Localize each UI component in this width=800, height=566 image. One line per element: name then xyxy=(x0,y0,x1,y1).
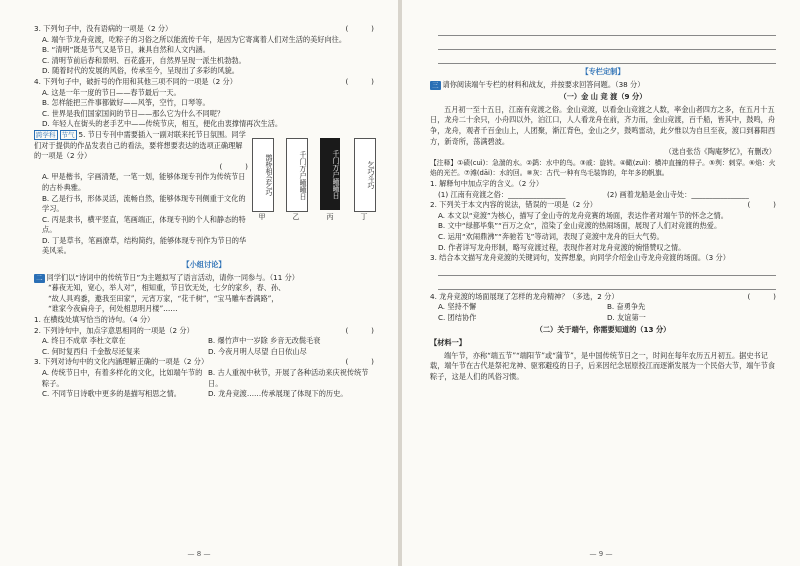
r-q4-options-cd xyxy=(430,313,776,324)
section-column: 【专栏定制】 xyxy=(581,67,625,76)
q3-option-b: B. “清明”既是节气又是节日，兼具自然和人文内涵。 xyxy=(42,45,210,55)
q3-stem-row xyxy=(34,24,374,35)
q4-stem: 4. 下列句子中，破折号的作用和其他三项不同的一项是（2 分） xyxy=(34,76,237,86)
q6-sub3-options-cd xyxy=(34,389,374,400)
q3-option-d: D. 随着时代的发展的风俗，传承至今，呈现出了多彩的风貌。 xyxy=(42,66,239,76)
q6-sub3-paren[interactable]: ( ) xyxy=(345,357,374,367)
q6-sub2-options-cd xyxy=(34,347,374,358)
r-q2-option-a: A. 本文以“竞渡”为核心，描写了金山寺的龙舟竞赛的场面，表达作者对端午节的怀念之情。 xyxy=(438,210,728,220)
q5-option-a: A. 甲是楷书，字画清楚，一笔一划，能够体现专刊作为传统节日的古朴典雅。 xyxy=(42,172,246,192)
q6-sub3: 3. 下列对诗句中的文化内涵理解正确的一项是（2 分） xyxy=(34,357,209,367)
r-q4-options-ab xyxy=(430,302,776,313)
q6-sub2-option-b: B. 爆竹声中一岁除 乡音无改鬓毛衰 xyxy=(208,336,321,346)
q6-badge: 二 xyxy=(36,273,43,282)
q6-sub3-row xyxy=(34,357,374,368)
right-page-number: — 9 — xyxy=(589,550,613,558)
r-q4-option-a: A. 坚持不懈 xyxy=(438,302,477,312)
q6-sub3-options-ab xyxy=(34,368,374,389)
calligraphy-samples xyxy=(252,138,380,220)
r-q2-option-b: B. 文中“绿都毕集”“百万之众”，渲染了金山竞渡的热闹场面，展现了人们对竞渡的热爱。 xyxy=(438,221,722,231)
left-page-number: — 8 — xyxy=(187,550,211,558)
r-q2-row xyxy=(430,200,776,211)
material-one-label: 【材料一】 xyxy=(430,338,466,348)
q5-option-b: B. 乙是行书，形体灵活，流畅自然，能够体现专刊侧重于文化的学习。 xyxy=(42,193,246,214)
q6-sub3-option-b: B. 古人重视中秋节，开展了各种活动来庆祝传统节日。 xyxy=(208,368,369,388)
q5-stem: 5. 节日专刊中需要插入一副对联来托节日氛围。同学们对于提供的作品发表自己的看法，要将想要表达的选项正确理解的一项是（2 分） xyxy=(34,129,246,161)
q6-sub2-option-c: C. 何时复西归 千金散尽还复来 xyxy=(42,346,141,356)
part2-title: （二）关于端午，你需要知道的（13 分） xyxy=(535,325,671,335)
label-bing: 丙 xyxy=(326,213,334,221)
q6-sub3-option-d: D. 龙舟竞渡……传承展现了体现下的历史。 xyxy=(208,389,348,399)
calligraphy-yi: 千门万户曈曈日 xyxy=(286,138,308,212)
passage-notes: 【注释】①碛(cuì)：急湍的水。②鹢：水中的鸟。③戚：旋转。④瞰(zuì)：横冲直撞的样子。⑤刿：刺穿。⑥焰：火焰的光芒。⑦滩(dāi)：水的回。⑧灰：古代一种有鸟毛装饰的，年年多的帆旗。 xyxy=(430,158,776,178)
answer-line-3[interactable] xyxy=(438,52,776,64)
r-q2: 2. 下列关于本文内容的说法，错误的一项是（2 分） xyxy=(430,200,597,210)
q5-answer-paren[interactable]: ( ) xyxy=(219,161,248,171)
q6-sub3-option-c: C. 不同节日诗歌中更多的是描写相思之情。 xyxy=(42,389,181,399)
r-q3: 3. 结合本文描写龙舟竞渡的关键词句，发挥想象，向同学介绍金山寺龙舟竞渡的场面。（3 分） xyxy=(430,253,730,263)
q6-sub1: 1. 在横线处填写恰当的诗句。（4 分） xyxy=(34,315,155,325)
r-q4-option-c: C. 团结协作 xyxy=(438,312,477,322)
calligraphy-bing: 千门万户曈曈日 xyxy=(320,138,340,210)
q4-stem-row xyxy=(34,77,374,88)
section-discussion: 【小组讨论】 xyxy=(182,260,226,270)
q7-stem: 请你阅读端午专栏的材料和战友，并按要求回答问题。（38 分） xyxy=(442,79,645,89)
q6-sub2-row xyxy=(34,326,374,337)
passage-jinshan: 五月初一至十五日，江南有竞渡之俗。金山竞渡，以看金山竞渡之人数，率金山者四方之多，在五月十五日，龙舟二十余只，小舟四以外，泊江口，人人看龙舟在前，齐力而，金山竞渡，百千船，皆其中，鼓鸣，舟争，龙舟，观者千百金山上，人团聚，渐江背色，金山之夕，鼓鸣雷动，此夕惟以为自旦至夜，渡口到暮阳西方，新奇所，荡满碧波。 xyxy=(430,104,776,146)
r-q2-option-c: C. 运用“欢闹鼎沸”“奔驰若飞”等动词，表现了竞渡中龙舟的巨大气势。 xyxy=(438,231,664,241)
q3-stem: 3. 下列句子中，没有语病的一项是（2 分） xyxy=(34,24,173,33)
label-ding: 丁 xyxy=(360,213,368,221)
q4-option-b: B. 怎样能把三件事都做好——风筝，空竹，口琴等。 xyxy=(42,98,210,108)
q4-answer-paren[interactable]: ( ) xyxy=(345,76,374,86)
q6-passage-3: “谁家今夜扁舟子，何处相思明月楼”…… xyxy=(48,304,178,314)
r-q4-paren[interactable]: ( ) xyxy=(747,291,776,301)
q6-stem: 同学们以“诗词中的传统节日”为主题拟写了语言活动，请你一同参与。（11 分） xyxy=(46,272,299,282)
r-q1-items xyxy=(430,190,776,201)
r-q2-option-d: D. 作者详写龙舟形制，略写竞渡过程，表现作者对龙舟竞渡的惋惜赞叹之情。 xyxy=(438,242,686,252)
q5-option-d: D. 丁是草书，笔画潦草，结构简约，能够体现专刊作为节日的华美风采。 xyxy=(42,235,247,256)
q6-sub2-option-a: A. 终日不成章 李杜文章在 xyxy=(42,336,126,346)
r-q1b[interactable]: (2) 画着龙船是金山寺处：________________ xyxy=(607,189,749,199)
label-yi: 乙 xyxy=(292,213,300,221)
q6-passage-1: “暮夜无知，宽心，举人对”，相知重，节日饮无处，七夕的家乡，春、孙、 xyxy=(48,283,286,293)
q5-tag2: 节气 xyxy=(61,130,75,139)
q6-sub2: 2. 下列诗句中，加点字意思相同的一项是（2 分） xyxy=(34,325,194,335)
q4-option-a: A. 这是一年一度的节日——春节最后一天。 xyxy=(42,87,181,97)
r-q1a[interactable]: (1) 江南有竞渡之俗：________________ xyxy=(438,189,566,199)
answer-line-4[interactable] xyxy=(438,264,776,276)
part1-title: （一）金 山 竞 渡（9 分） xyxy=(559,92,647,102)
q3-answer-paren[interactable]: ( ) xyxy=(345,24,374,33)
calligraphy-ding: 乞巧斗巧 xyxy=(354,138,376,212)
q5-block xyxy=(34,130,248,257)
r-q4-multi: 4. 龙舟竞渡的场面展现了怎样的龙舟精神？（多选，2 分） xyxy=(430,291,619,301)
q6-sub2-option-d: D. 今夜月明人尽望 白日依山尽 xyxy=(208,346,307,356)
q6-passage-2: “故人具鸡黍，邀我至田家”，元宵万家，“花千树”，“宝马雕车香满路”， xyxy=(48,293,279,303)
label-jia: 甲 xyxy=(258,213,266,221)
right-column xyxy=(430,24,776,382)
r-q4-row xyxy=(430,292,776,303)
passage-source: （选自张岱《陶庵梦忆》，有删改） xyxy=(664,147,776,157)
r-q1: 1. 解释句中加点字的含义。（2 分） xyxy=(430,178,544,188)
q3-option-c: C. 清明节前后春和景明、百花盛开，自然界呈现一派生机勃勃。 xyxy=(42,55,246,65)
r-q4-option-d: D. 友谊第一 xyxy=(607,312,646,322)
calligraphy-jia: 鹊桥相会乞巧 xyxy=(252,138,274,212)
answer-line-5[interactable] xyxy=(438,278,776,290)
q4-option-c: C. 世界是我们国家国间的节日——那么它为什么不同呢？ xyxy=(42,108,225,118)
q5-option-c: C. 丙是隶书，横平竖直，笔画端正，体现专刊的个人和静态的特点。 xyxy=(42,214,246,235)
q6-sub2-options-ab xyxy=(34,336,374,347)
q5-tag: 跨学科 xyxy=(36,130,56,139)
q4-option-d: D. 年轻人在街头的老手艺中——传统节庆，相互，便化由衷撑情再次生活。 xyxy=(42,119,283,129)
answer-line-1[interactable] xyxy=(438,24,776,36)
r-q2-paren[interactable]: ( ) xyxy=(747,200,776,210)
q3-option-a: A. 端午节龙舟竞渡，吃粽子的习俗之所以能流传千年，是因为它寄寓着人们对生活的美好向往。 xyxy=(42,34,347,44)
left-page xyxy=(0,0,398,566)
right-page xyxy=(402,0,800,566)
r-q4-option-b: B. 奋勇争先 xyxy=(607,302,646,312)
q7-badge: 三 xyxy=(432,80,439,89)
q6-sub2-paren[interactable]: ( ) xyxy=(345,325,374,335)
q6-sub3-option-a: A. 传统节日中，有着多样化的文化，比如端午节的粽子。 xyxy=(42,368,203,388)
answer-line-2[interactable] xyxy=(438,38,776,50)
material-one-text: 端午节，亦称“端五节”“端阳节”或“蒲节”，是中国传统节日之一，时间在每年农历五月初五。据史书记载，端午节在古代是祭祀龙神、驱邪避疫的日子，后来因纪念屈原投江而逐渐发展为一个民俗大节，端午节食粽子，这是人们的风俗习惯。 xyxy=(430,350,776,381)
